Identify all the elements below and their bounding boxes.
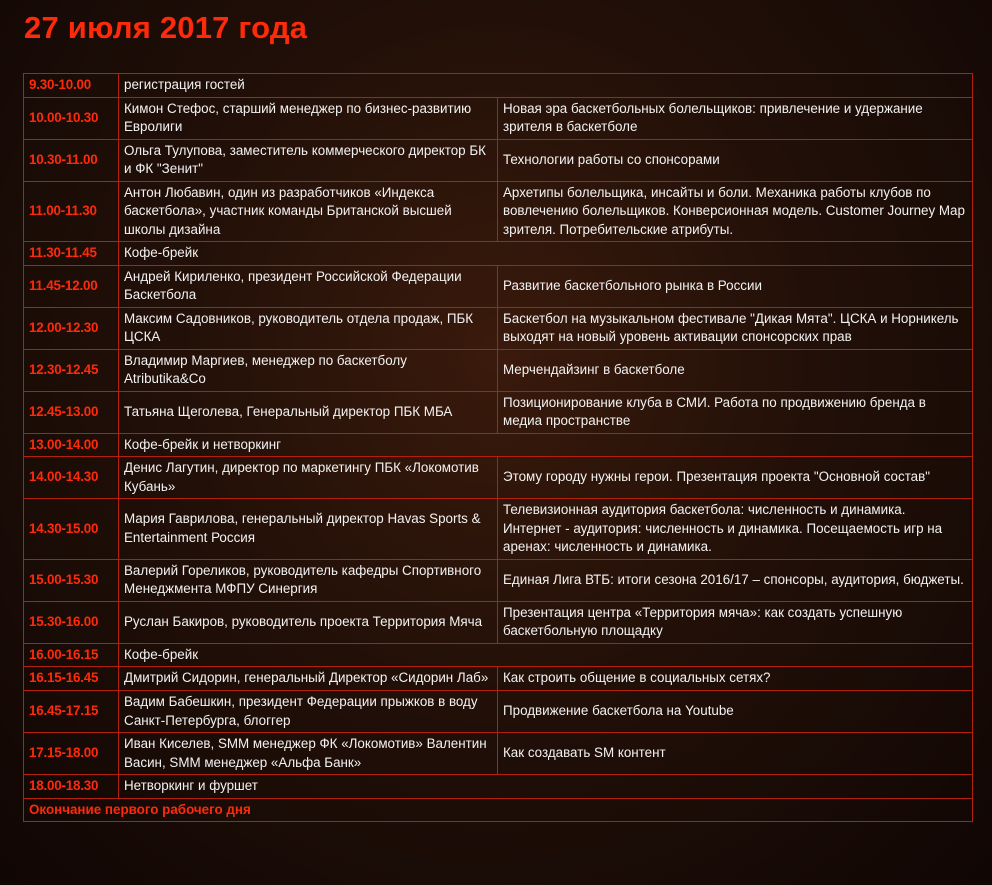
topic-cell: Технологии работы со спонсорами (498, 139, 973, 181)
speaker-cell: Андрей Кириленко, президент Российской Федерации Баскетбола (119, 265, 498, 307)
speaker-cell: Вадим Бабешкин, президент Федерации прыжков в воду Санкт-Петербурга, блоггер (119, 691, 498, 733)
topic-cell: Как создавать SM контент (498, 733, 973, 775)
time-cell: 12.45-13.00 (24, 391, 119, 433)
topic-cell: Этому городу нужны герои. Презентация проекта "Основной состав" (498, 457, 973, 499)
session-row (24, 691, 973, 733)
topic-cell: Архетипы болельщика, инсайты и боли. Механика работы клубов по вовлечению болельщиков. Конверсионная модель. Customer Journey Map зрителя. Потребительские атрибуты. (498, 181, 973, 242)
topic-cell: Как строить общение в социальных сетях? (498, 667, 973, 691)
break-label: Кофе-брейк (119, 242, 973, 266)
topic-cell: Мерчендайзинг в баскетболе (498, 349, 973, 391)
time-cell: 11.00-11.30 (24, 181, 119, 242)
time-cell: 16.00-16.15 (24, 643, 119, 667)
break-label: Кофе-брейк и нетворкинг (119, 433, 973, 457)
topic-cell: Продвижение баскетбола на Youtube (498, 691, 973, 733)
session-row (24, 601, 973, 643)
topic-cell: Развитие баскетбольного рынка в России (498, 265, 973, 307)
footer-row (24, 798, 973, 822)
session-row (24, 457, 973, 499)
day-end-label: Окончание первого рабочего дня (24, 798, 973, 822)
speaker-cell: Мария Гаврилова, генеральный директор Havas Sports & Entertainment Россия (119, 499, 498, 560)
time-cell: 18.00-18.30 (24, 775, 119, 799)
speaker-cell: Максим Садовников, руководитель отдела продаж, ПБК ЦСКА (119, 307, 498, 349)
page-title: 27 июля 2017 года (24, 10, 308, 45)
session-row (24, 139, 973, 181)
time-cell: 16.45-17.15 (24, 691, 119, 733)
time-cell: 15.30-16.00 (24, 601, 119, 643)
break-row (24, 242, 973, 266)
speaker-cell: Денис Лагутин, директор по маркетингу ПБК «Локомотив Кубань» (119, 457, 498, 499)
time-cell: 11.30-11.45 (24, 242, 119, 266)
break-label: Кофе-брейк (119, 643, 973, 667)
speaker-cell: Иван Киселев, SMM менеджер ФК «Локомотив» Валентин Васин, SMM менеджер «Альфа Банк» (119, 733, 498, 775)
session-row (24, 265, 973, 307)
speaker-cell: Татьяна Щеголева, Генеральный директор ПБК МБА (119, 391, 498, 433)
schedule-body (24, 74, 973, 822)
speaker-cell: Руслан Бакиров, руководитель проекта Территория Мяча (119, 601, 498, 643)
speaker-cell: Владимир Маргиев, менеджер по баскетболу Atributika&Co (119, 349, 498, 391)
time-cell: 12.00-12.30 (24, 307, 119, 349)
topic-cell: Единая Лига ВТБ: итоги сезона 2016/17 – спонсоры, аудитория, бюджеты. (498, 559, 973, 601)
break-label: регистрация гостей (119, 74, 973, 98)
speaker-cell: Дмитрий Сидорин, генеральный Директор «Сидорин Лаб» (119, 667, 498, 691)
session-row (24, 559, 973, 601)
schedule-table (23, 73, 973, 822)
topic-cell: Телевизионная аудитория баскетбола: численность и динамика. Интернет - аудитория: численность и динамика. Посещаемость игр на аренах: численность и динамика. (498, 499, 973, 560)
time-cell: 10.00-10.30 (24, 97, 119, 139)
session-row (24, 349, 973, 391)
speaker-cell: Валерий Гореликов, руководитель кафедры Спортивного Менеджмента МФПУ Синергия (119, 559, 498, 601)
time-cell: 12.30-12.45 (24, 349, 119, 391)
speaker-cell: Ольга Тулупова, заместитель коммерческого директор БК и ФК "Зенит" (119, 139, 498, 181)
session-row (24, 733, 973, 775)
session-row (24, 181, 973, 242)
time-cell: 16.15-16.45 (24, 667, 119, 691)
break-row (24, 433, 973, 457)
break-label: Нетворкинг и фуршет (119, 775, 973, 799)
time-cell: 13.00-14.00 (24, 433, 119, 457)
topic-cell: Новая эра баскетбольных болельщиков: привлечение и удержание зрителя в баскетболе (498, 97, 973, 139)
break-row (24, 74, 973, 98)
session-row (24, 391, 973, 433)
time-cell: 10.30-11.00 (24, 139, 119, 181)
time-cell: 14.00-14.30 (24, 457, 119, 499)
topic-cell: Баскетбол на музыкальном фестивале "Дикая Мята". ЦСКА и Норникель выходят на новый уровень активации спонсорских прав (498, 307, 973, 349)
time-cell: 11.45-12.00 (24, 265, 119, 307)
session-row (24, 667, 973, 691)
time-cell: 9.30-10.00 (24, 74, 119, 98)
break-row (24, 643, 973, 667)
speaker-cell: Кимон Стефос, старший менеджер по бизнес-развитию Евролиги (119, 97, 498, 139)
time-cell: 14.30-15.00 (24, 499, 119, 560)
speaker-cell: Антон Любавин, один из разработчиков «Индекса баскетбола», участник команды Британской высшей школы дизайна (119, 181, 498, 242)
time-cell: 17.15-18.00 (24, 733, 119, 775)
session-row (24, 97, 973, 139)
time-cell: 15.00-15.30 (24, 559, 119, 601)
break-row (24, 775, 973, 799)
topic-cell: Позиционирование клуба в СМИ. Работа по продвижению бренда в медиа пространстве (498, 391, 973, 433)
topic-cell: Презентация центра «Территория мяча»: как создать успешную баскетбольную площадку (498, 601, 973, 643)
session-row (24, 499, 973, 560)
session-row (24, 307, 973, 349)
